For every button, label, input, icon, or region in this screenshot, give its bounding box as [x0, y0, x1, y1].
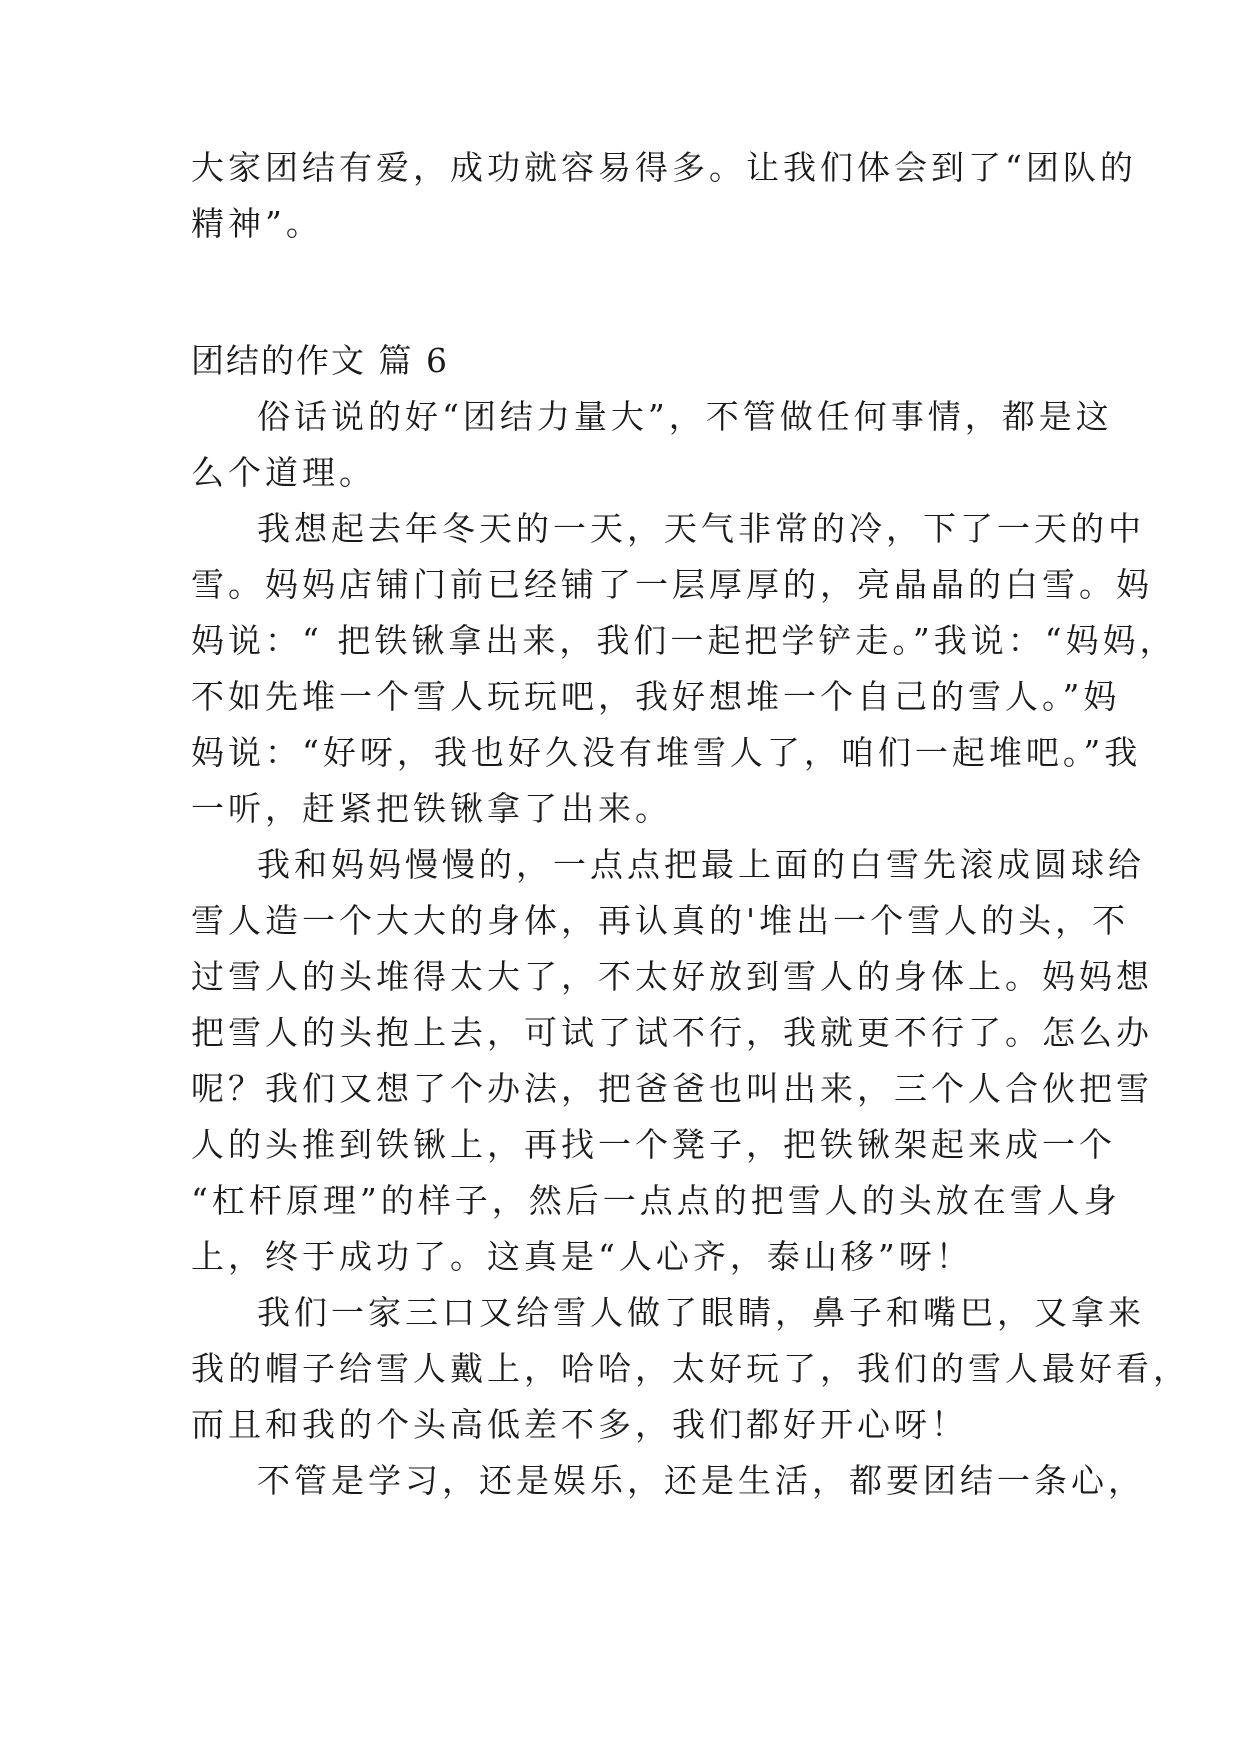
text-line: 么个道理。	[191, 453, 376, 492]
text-line: 上，终于成功了。这真是“人心齐，泰山移”呀！	[191, 1237, 973, 1276]
text-line: 把雪人的头抱上去，可试了试不行，我就更不行了。怎么办	[191, 1013, 1153, 1052]
section-heading-block	[191, 333, 1071, 389]
text-line: 过雪人的头堆得太大了，不太好放到雪人的身体上。妈妈想	[191, 957, 1153, 996]
text-line: 我和妈妈慢慢的，一点点把最上面的白雪先滚成圆球给	[257, 845, 1145, 884]
paragraph	[191, 837, 1153, 1285]
text-line: 俗话说的好“团结力量大”，不管做任何事情，都是这	[257, 397, 1113, 436]
continuation-text	[191, 140, 1137, 260]
text-line: “杠杆原理”的样子，然后一点点的把雪人的头放在雪人身	[191, 1181, 1121, 1220]
text-line: 人的头推到铁锹上，再找一个凳子，把铁锹架起来成一个	[191, 1125, 1116, 1164]
text-line: 雪人造一个大大的身体，再认真的'堆出一个雪人的头，不	[191, 901, 1130, 940]
paragraph	[191, 389, 1113, 501]
text-line: 而且和我的个头高低差不多，我们都好开心呀！	[191, 1405, 968, 1444]
text-line: 我们一家三口又给雪人做了眼睛，鼻子和嘴巴，又拿来	[257, 1293, 1145, 1332]
text-line: 大家团结有爱，成功就容易得多。让我们体会到了“团队的	[191, 148, 1137, 187]
paragraph	[191, 1285, 1190, 1453]
section-heading: 团结的作文 篇 6	[191, 341, 449, 380]
text-line: 雪。妈妈店铺门前已经铺了一层厚厚的，亮晶晶的白雪。妈	[191, 565, 1153, 604]
text-line: 我的帽子给雪人戴上，哈哈，太好玩了，我们的雪人最好看，	[191, 1349, 1190, 1388]
text-line: 我想起去年冬天的一天，天气非常的冷，下了一天的中	[257, 509, 1145, 548]
paragraph	[191, 501, 1177, 837]
text-line: 妈说：“ 把铁锹拿出来，我们一起把学铲走。”我说：“妈妈，	[191, 621, 1177, 660]
text-line: 妈说：“好呀，我也好久没有堆雪人了，咱们一起堆吧。”我	[191, 733, 1142, 772]
paragraph	[191, 1453, 1145, 1509]
text-line: 精神”。	[191, 204, 323, 243]
text-line: 呢？我们又想了个办法，把爸爸也叫出来，三个人合伙把雪	[191, 1069, 1153, 1108]
text-line: 不管是学习，还是娱乐，还是生活，都要团结一条心，	[257, 1461, 1145, 1500]
text-line: 不如先堆一个雪人玩玩吧，我好想堆一个自己的雪人。”妈	[191, 677, 1121, 716]
text-line: 一听，赶紧把铁锹拿了出来。	[191, 789, 672, 828]
